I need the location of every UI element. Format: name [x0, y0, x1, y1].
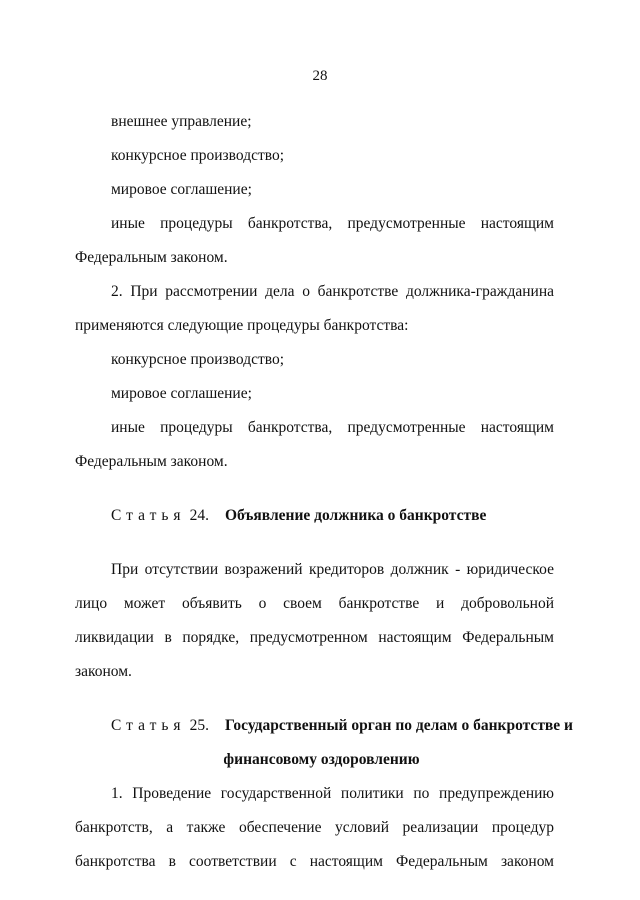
- article-title-continuation: финансовому оздоровлению: [223, 751, 420, 768]
- paragraph-line: банкротства в соответствии с настоящим Федеральным законом: [75, 853, 554, 870]
- list-item: конкурсное производство;: [111, 351, 285, 368]
- list-item-continuation: Федеральным законом.: [75, 453, 228, 470]
- paragraph-line: ликвидации в порядке, предусмотренном настоящим Федеральным: [75, 629, 554, 646]
- list-item: иные процедуры банкротства, предусмотренные настоящим: [111, 215, 554, 232]
- article-number: 25.: [189, 717, 209, 734]
- article-label: Статья: [111, 717, 186, 734]
- article-heading: [75, 504, 554, 538]
- article-label: Статья: [111, 507, 186, 524]
- article-heading: [75, 714, 573, 748]
- paragraph-line: законом.: [75, 663, 132, 680]
- article-title: Государственный орган по делам о банкротстве и: [224, 717, 573, 734]
- list-item: конкурсное производство;: [111, 147, 285, 164]
- paragraph-line: применяются следующие процедуры банкротства:: [75, 317, 409, 334]
- paragraph-line: При отсутствии возражений кредиторов должник - юридическое: [111, 561, 554, 578]
- page-number: 28: [312, 68, 328, 84]
- article-title: Объявление должника о банкротстве: [224, 507, 487, 524]
- article-number: 24.: [189, 507, 209, 524]
- list-item-continuation: Федеральным законом.: [75, 249, 228, 266]
- list-item: иные процедуры банкротства, предусмотренные настоящим: [111, 419, 554, 436]
- spacer: [75, 484, 554, 504]
- paragraph-line: банкротств, а также обеспечение условий реализации процедур: [75, 819, 554, 836]
- list-item: мировое соглашение;: [111, 181, 252, 198]
- list-item: мировое соглашение;: [111, 385, 252, 402]
- spacer: [75, 538, 554, 558]
- paragraph-line: 2. При рассмотрении дела о банкротстве должника-гражданина: [111, 283, 554, 300]
- paragraph-line: лицо может объявить о своем банкротстве и добровольной: [75, 595, 554, 612]
- document-body: [75, 110, 573, 884]
- spacer: [75, 694, 554, 714]
- paragraph-line: 1. Проведение государственной политики по предупреждению: [111, 785, 554, 802]
- list-item: внешнее управление;: [111, 113, 252, 130]
